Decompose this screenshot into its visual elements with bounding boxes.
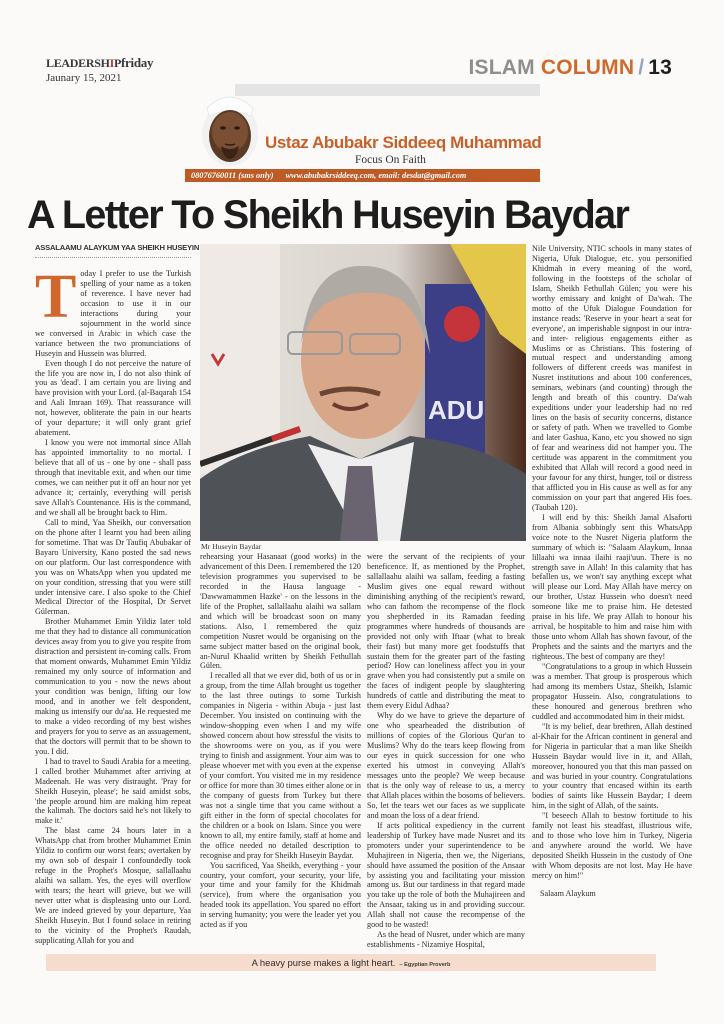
masthead-left [46, 55, 153, 84]
proverb-text: A heavy purse makes a light heart. [251, 957, 396, 968]
section-word-2: COLUMN [540, 56, 635, 79]
paragraph: Why do we have to grieve the departure of one who spearheaded the distribution of millions of copies of the Glorious Qur'an to Muslims? Why do the tears keep flowing from our eyes in quick succession for one who exerted his utmost in conveying Allah's messages unto the people? We weep because that is the only way of release to us, a mercy that Allah places within the bosoms of believers. So, let the tears wet our faces as we supplicate and moan the loss of a dear friend. [367, 711, 525, 820]
paper-logo [46, 55, 153, 71]
paper-name-part: P [114, 56, 122, 70]
section-word-1: ISLAM [468, 56, 535, 79]
paragraph: rehearsing your Hasanaat (good works) in the advancement of this Deen. I remembered the 120 television programmes you supervised to be recorded in the Hausa language - 'Dawwamammen Hazke' - on the lessons in the life of the Prophet, sallallaahu alaihi wa sallam and which will be broadcast soon on many stations. Also, I remembered the quiz competition Nusret would be organising on the same subject matter based on the original book, an-Nurul Khaalid written by Sheikh Fethullah Gülen. [200, 552, 361, 671]
paragraph: Nile University, NTIC schools in many states of Nigeria, Ufuk Dialogue, etc. you personified Khidmah in every meaning of the word, following in the footsteps of the scholar of Islam, Sheikh Fethullah Gülen; you were his worthy emissary and knight of Da'wah. The motto of the Ufuk Dialogue Foundation for instance reads: 'Reserve in your heart a seat for everyone', an imperishable signpost in our intra- and inter- religious engagements either as Muslims or as Christians. This fostering of mutual respect and understanding among followers of different creeds was manifest in Nusret institutions and about 100 conferences, seminars, webinars (and counting) through the length and breath of this country. Da'wah expeditions under your leadership had no red lines on the basis of security concerns, distance or safety of path. When we travelled to Gombe and later Gashua, Kano, etc you showed no sign of fear and weariness did not hamper you. The certitude was apparent in the commitment you exhibited that Allah will record a good need in your favour for any thirst, hunger, toil or distress that afflicted you in His cause as well as for any commission on your part that angered His foes. (Taubah 120). [532, 244, 692, 512]
paper-name-accent: I [109, 56, 114, 70]
paragraph: You sacrificed, Yaa Sheikh, everything - your country, your comfort, your security, your life, your time and your family for the Khidmah (service), from where the organisation you headed took its appellation. You spared no effort in serving humanity; you were the leader yet you acted as if you [200, 860, 361, 930]
paragraph: I recalled all that we ever did, both of us or in a group, from the time Allah brought us together to the last three outings to some Turkish companies in Nigeria - within Abuja - just last December. You insisted on continuing with the window-shopping even when I and my wife showed concern about how stressful the visits to the showrooms were on you, as if you were trying to finish and assignment. Your aim was to please whoever met with you even at the expense of your comfort. You visited me in my residence or office for more than 30 times either alone or in the company of guests from Turkey but there was not a single time that you came without a gift either in the form of special chocolates for the children or a book on Islam. Since you were known to all, my entire family, staff at home and the office needed no detailed description to recognise and pray for Sheikh Huseyin Baydar. [200, 671, 361, 860]
article-column-4 [532, 244, 692, 949]
article-column-2 [200, 552, 361, 949]
article-photo [200, 244, 526, 541]
proverb-bar [46, 954, 656, 971]
contact-email[interactable]: email: desdat@gmail.com [378, 171, 467, 180]
section-heading [468, 56, 672, 80]
issue-date: Jaunary 15, 2021 [46, 72, 122, 84]
article-column-3 [367, 552, 525, 949]
article-signoff: Salaam Alaykum [540, 889, 596, 898]
paragraph: "Congratulations to a group in which Hussein was a member. That group is prosperous which had among its members Ustaz, Sheikh, Islamic propagator Hussein. Also, congratulations to these honoured and generous brethren who cuddled and accommodated him in their midst. [532, 662, 692, 721]
paragraph: Brother Muhammet Emin Yildiz later told me that they had to distance all communication devices away from you to give you respite from distraction and persistent in-coming calls. From that moment onwards, Muhammet Emin Yildiz remained my only source of information and communication to you - now the news about your condition was benign, lifting our low mood, and in another we felt despondent, making us intensify our du'aa. He requested me to make a video recording of my best wishes and prayers for you to serve as an assuagement, that the doctors will permit that to be shown to you. I did. [35, 617, 191, 756]
article-column-1 [35, 269, 191, 949]
photo-caption: Mr Huseyin Baydar [201, 542, 262, 551]
drop-cap: T [35, 269, 77, 331]
proverb-source: – Egyptian Proverb [399, 962, 451, 968]
paragraph: "I beseech Allah to bestow fortitude to his family not least his steadfast, illustrious wife, and to those who love him in Turkey, Nigeria and anywhere around the world. We have deposited Sheikh Hussein in the custody of One with Whom deposits are not lost. May He have mercy on him!" [532, 811, 692, 881]
paragraph: As the head of Nusret, under which are many establishments - Nizamiye Hospital, [367, 930, 525, 949]
paragraph: I know you were not immortal since Allah has appointed immortality to no mortal. I believe that all of us - one by one - shall pass through that inevitable exit, and when our time comes, we can neither put it off an hour nor yet advance it; certainly, everything will perish save Allah's Countenance. His is the command, and we shall all be brought back to Him. [35, 438, 191, 517]
paper-edition: friday [121, 55, 154, 70]
paragraph: "It is my belief, dear brethren, Allah destined al-Khair for the African continent in general and for Nigeria in particular that a man like Sheikh Hussein Baydar would live in it, and Allah, moreover, honoured you that this man passed on and was buried in your country. Congratulations to your country that encased within its earth bodies of saints like Hussein Baydar; I deem him, in the sight of Allah, of the saints. [532, 721, 692, 811]
columnist-byline [185, 82, 540, 182]
paragraph: were the servant of the recipients of your beneficence. If, as mentioned by the Prophet, sallallaahu alaihi wa sallam, feeding a fasting Muslim gives one equal reward without diminishing anything of the recipient's reward, who can fathom the recompense of the flock you shepherded in its Ramadan feeding programmes where hundreds of thousands are provided not only with Iftaar (what to break their fast) but many more get foodstuffs that sustain them for the greater part of the fasting period? How can loneliness affect you in your grave when you had consistently put a smile on the faces of indigent people by slaughtering hundreds of cattle and distributing the meat to them every Eidul Adhaa? [367, 552, 525, 711]
banner-text: ADU [428, 395, 485, 425]
author-photo [199, 88, 261, 166]
kicker-divider [35, 257, 191, 258]
paragraph: The blast came 24 hours later in a WhatsApp chat from brother Muhammet Emin Yildiz to confirm our worst fears; overtaken by my own sob of despair I confoundedly took refuge in the Prophet's Mosque, sallallaahu alaihi wa sallam. Yes, the eyes will overflow with tears; the heart will grieve, but we will never utter what is displeasing unto our Lord. We are indeed grieved by your departure, Yaa Sheikh Huseyin. But I found solace in retiring to the vicinity of the Prophet's Raudah, supplicating Allah for you and [35, 826, 191, 945]
paragraph: I had to travel to Saudi Arabia for a meeting. I called brother Muhammet after arriving at Madeenah. He was very distraught. 'Pray for Sheikh Huseyin, please'; he said amidst sobs, 'the people around him are making him repeat the kalimah. The doctors said he's not likely to make it.' [35, 756, 191, 826]
article-headline: A Letter To Sheikh Huseyin Baydar [27, 193, 629, 237]
paper-name-part: LEADERSH [46, 56, 110, 70]
article-kicker: ASSALAAMU ALAYKUM YAA SHEIKH HUSEYIN [35, 243, 200, 252]
paragraph [35, 269, 191, 359]
contact-website[interactable]: www.abubakrsiddeeq.com, [285, 171, 377, 180]
contact-bar [185, 169, 540, 182]
byline-divider [235, 84, 540, 96]
contact-phone: 08076760011 (sms only) [191, 171, 274, 180]
page-number: 13 [648, 56, 672, 79]
paragraph: Call to mind, Yaa Sheikh, our conversation on the phone after I learnt you had been ailing for sometime. That was Dr Taufiq Abubakar of Bayaro University, Kano posted the sad news on our platform. Our last correspondence with you was on WhatsApp when you updated me on your condition, stressing that you were still under intensive care. I also spoke to the Chief Medical Director of the Hospital, Dr Servet Gülerman. [35, 517, 191, 617]
author-name: Ustaz Abubakr Siddeeq Muhammad [265, 133, 542, 152]
paragraph: I will end by this: Sheikh Jamal Alsaforti from Albania sobbingly sent this WhatsApp voice note to the Nusret Nigeria platform the summary of which is: "Salaam Alaykum, Innaa lillaahi wa innaa ilaihi raaji'uun. There is no strength save in Allah! In this calamity that has befallen us, we won't say anything except what will please our Lord. May Allah have mercy on our brother, Ustaz Hussein who doesn't need someone like me to praise him. He detested praise in his life. We pray Allah to honour his arrival, be hospitable to him and raise him with those unto whom Allah has shown favour, of the Prophets and the saints and the martyrs and the righteous. The best of company are they! [532, 512, 692, 662]
paragraph-text: oday I prefer to use the Turkish spelling of your name as a token of reverence. I have never had occasion to use it in our interactions during your sojournment in the world since we conversed in Arabic in which case the variance between the two pronunciations of Huseyin and Hussein was blurred. [35, 269, 191, 358]
section-separator: / [638, 56, 645, 79]
column-name: Focus On Faith [355, 154, 426, 166]
paragraph: If acts political expediency in the current leadership of Turkey have made Nusret and its promoters under your superintendence to be Muhajireen in Nigeria, then we, the Nigerians, should have assumed the position of the Ansaar by assisting you and facilitating your mission among us. But our tardiness in that regard made you take up the role of both the Muhajireen and the Ansaar, taking us in and providing succour. Allah shall not cause the recompense of the good to be wasted! [367, 820, 525, 930]
paragraph: Even though I do not perceive the nature of the life you are now in, I do not also think of you as 'dead'. I am certain you are living and have provision with your Lord. (al-Baqarah 154 and Aali Imraan 169). That reassurance will not, however, obliterate the pain in our hearts of your departure; it will only grant grief abatement. [35, 358, 191, 438]
